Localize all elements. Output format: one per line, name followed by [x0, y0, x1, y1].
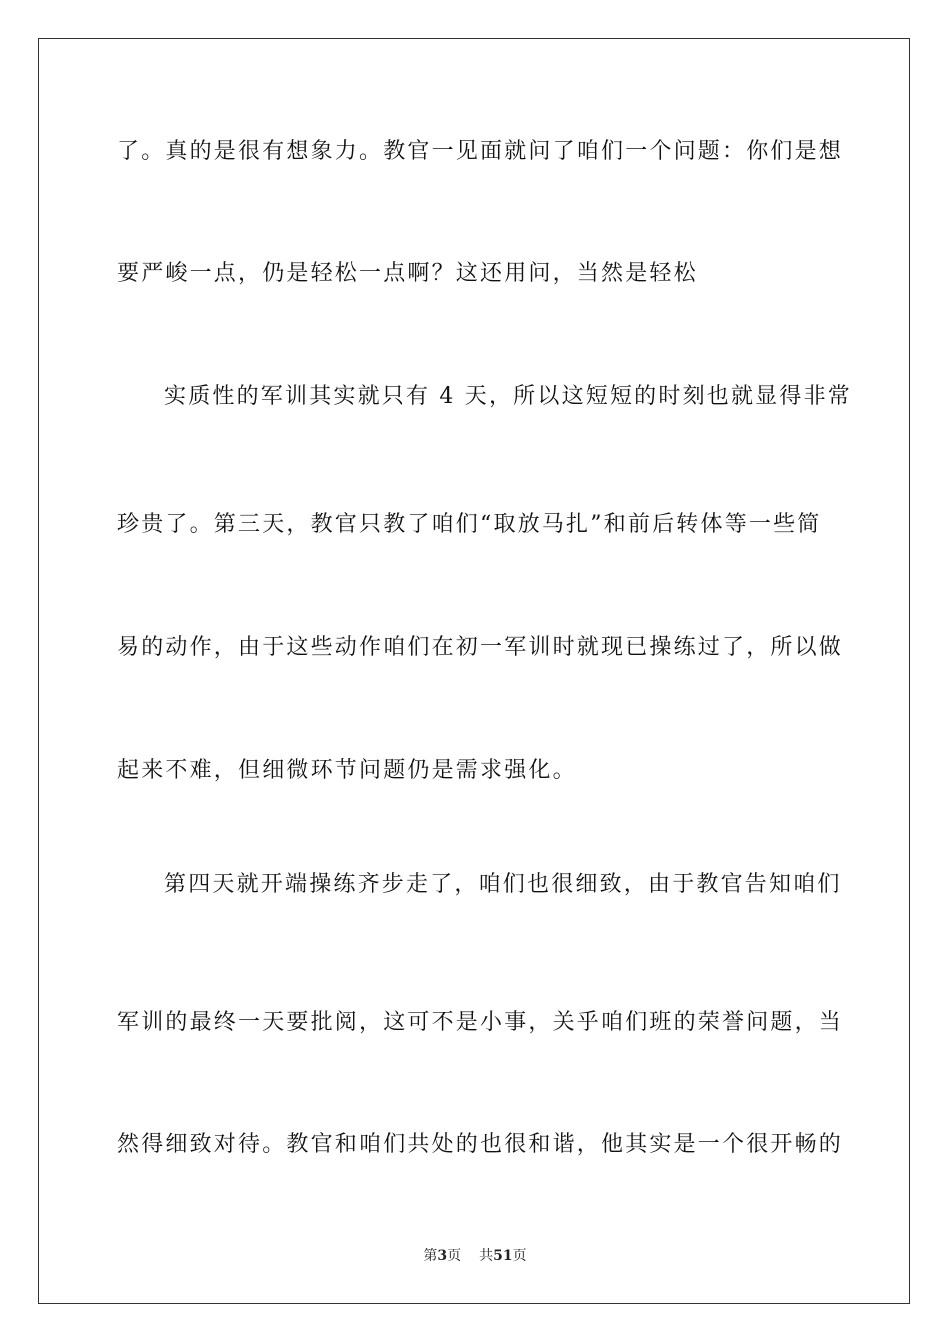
text-line-6: 起来不难，但细微环节问题仍是需求强化。: [117, 758, 577, 783]
footer-total-suffix: 页: [512, 1248, 527, 1264]
footer-total-pages: 51: [493, 1248, 513, 1264]
footer-page-number: 3: [437, 1248, 448, 1264]
text-line-2: 要严峻一点，仍是轻松一点啊？这还用问，当然是轻松: [117, 261, 698, 286]
text-line-7: 第四天就开端操练齐步走了，咱们也很细致，由于教官告知咱们: [164, 872, 842, 897]
text-line-8: 军训的最终一天要批阅，这可不是小事，关乎咱们班的荣誉问题，当: [117, 1010, 844, 1035]
footer-page-prefix: 第: [423, 1248, 438, 1264]
text-line-3: 实质性的军训其实就只有 4 天，所以这短短的时刻也就显得非常: [164, 384, 852, 409]
footer-total-prefix: 共: [479, 1248, 494, 1264]
page-border: [38, 38, 910, 1304]
text-line-4: 珍贵了。第三天，教官只教了咱们“取放马扎”和前后转体等一些简: [117, 512, 822, 537]
text-line-1: 了。真的是很有想象力。教官一见面就问了咱们一个问题：你们是想: [117, 139, 844, 164]
page-footer: [0, 1246, 950, 1266]
text-line-9: 然得细致对待。教官和咱们共处的也很和谐，他其实是一个很开畅的: [117, 1132, 844, 1157]
text-line-5: 易的动作，由于这些动作咱们在初一军训时就现已操练过了，所以做: [117, 635, 844, 660]
footer-page-suffix: 页: [447, 1248, 462, 1264]
